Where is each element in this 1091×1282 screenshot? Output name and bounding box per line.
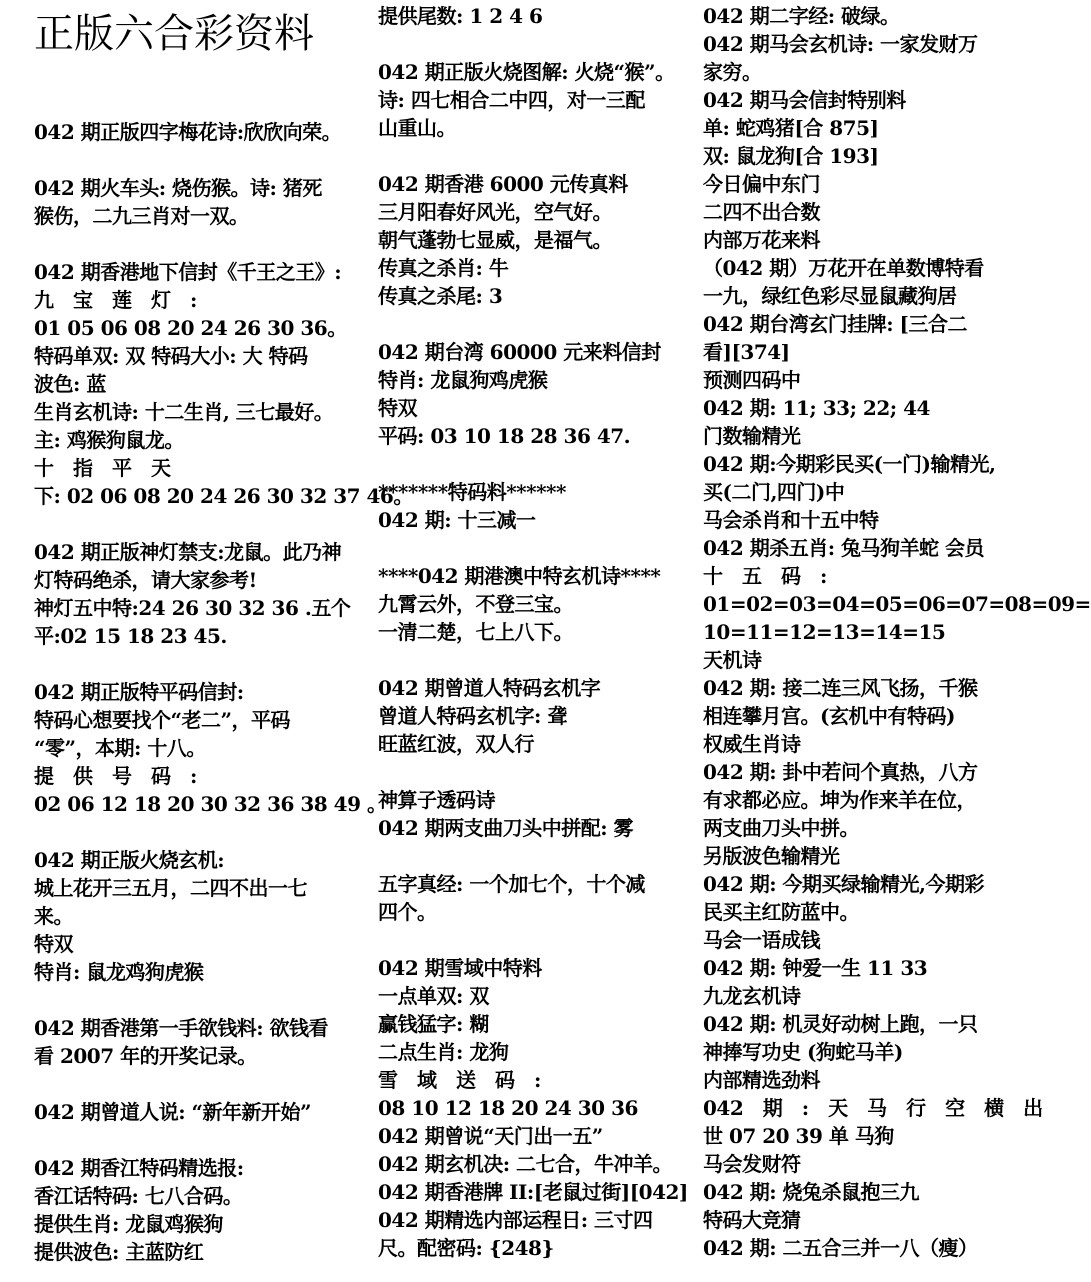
text-line: 权威生肖诗 bbox=[703, 732, 801, 756]
text-line: 02 06 12 18 20 30 32 36 38 49 。 bbox=[34, 792, 387, 816]
text-line: 042 期曾说“天门出一五” bbox=[378, 1124, 603, 1148]
text-line: 主: 鸡猴狗鼠龙。 bbox=[34, 428, 184, 452]
text-line bbox=[34, 146, 362, 174]
text-line: 门数输精光 bbox=[703, 424, 801, 448]
text-line: （042 期）万花开在单数博特看 bbox=[703, 256, 984, 280]
text-line: 特码心想要找个“老二”，平码 bbox=[34, 708, 291, 732]
text-line: 特双 bbox=[34, 932, 73, 956]
text-line: 042 期正版神灯禁支:龙鼠。此乃神 bbox=[34, 540, 342, 564]
text-line: 特双 bbox=[378, 396, 417, 420]
text-line: 042 期: 接二连三风飞扬，千猴 bbox=[703, 676, 978, 700]
text-line bbox=[378, 310, 690, 338]
text-line: 生肖玄机诗: 十二生肖, 三七最好。 bbox=[34, 400, 334, 424]
text-line: 曾道人特码玄机字: 聋 bbox=[378, 704, 567, 728]
text-line: 双: 鼠龙狗[合 193] bbox=[703, 144, 879, 168]
text-line: 马会杀肖和十五中特 bbox=[703, 508, 879, 532]
text-line: 042 期: 十三减一 bbox=[378, 508, 536, 532]
text-line: 看][374] bbox=[703, 340, 790, 364]
text-line: 平:02 15 18 23 45. bbox=[34, 624, 227, 648]
text-line: 五字真经: 一个加七个，十个减 bbox=[378, 872, 645, 896]
text-line: 传真之杀尾: 3 bbox=[378, 284, 503, 308]
text-line: 提供波色: 主蓝防红 bbox=[34, 1240, 204, 1264]
text-line bbox=[378, 646, 690, 674]
text-line: 波色: 蓝 bbox=[34, 372, 106, 396]
text-line: 042 期正版特平码信封: bbox=[34, 680, 244, 704]
text-line: 三月阳春好风光，空气好。 bbox=[378, 200, 612, 224]
text-line: 042 期台湾玄门挂牌: [三合二 bbox=[703, 312, 968, 336]
text-line: 天机诗 bbox=[703, 648, 762, 672]
text-line: 相连攀月宫。(玄机中有特码) bbox=[703, 704, 955, 728]
text-line: 一清二楚，七上八下。 bbox=[378, 620, 573, 644]
text-line: 042 期: 二五合三并一八（瘦） bbox=[703, 1236, 978, 1260]
text-line: 赢钱猛字: 糊 bbox=[378, 1012, 489, 1036]
text-line: 042 期正版四字梅花诗:欣欣向荣。 bbox=[34, 120, 342, 144]
text-line: 042 期: 烧兔杀鼠抱三九 bbox=[703, 1180, 920, 1204]
text-line: 042 期正版火烧图解: 火烧“猴”。 bbox=[378, 60, 675, 84]
text-line bbox=[378, 842, 690, 870]
text-line: ****042 期港澳中特玄机诗**** bbox=[378, 564, 661, 588]
text-line: 诗: 四七相合二中四，对一三配 bbox=[378, 88, 645, 112]
text-line: 042 期: 卦中若问个真热，八方 bbox=[703, 760, 978, 784]
text-line: 猴伤，二九三肖对一双。 bbox=[34, 204, 249, 228]
text-line: 神捧写功史 (狗蛇马羊) bbox=[703, 1040, 903, 1064]
text-line: 九霄云外，不登三宝。 bbox=[378, 592, 573, 616]
text-line: 042 期香江特码精选报: bbox=[34, 1156, 244, 1180]
text-line: 神算子透码诗 bbox=[378, 788, 495, 812]
text-line: 042 期玄机决: 二七合，牛冲羊。 bbox=[378, 1152, 673, 1176]
text-line: 十 五 码 : bbox=[703, 564, 827, 588]
text-line: 单: 蛇鸡猪[合 875] bbox=[703, 116, 879, 140]
text-line: 01=02=03=04=05=06=07=08=09= bbox=[703, 592, 1091, 616]
text-line: 家穷。 bbox=[703, 60, 762, 84]
text-line: 10=11=12=13=14=15 bbox=[703, 620, 946, 644]
text-line: 042 期 : 天 马 行 空 横 出 bbox=[703, 1096, 1043, 1120]
text-line: 九龙玄机诗 bbox=[703, 984, 801, 1008]
text-line: 内部精选劲料 bbox=[703, 1068, 820, 1092]
text-line: 来。 bbox=[34, 904, 73, 928]
text-line: 预测四码中 bbox=[703, 368, 801, 392]
text-line: 一点单双: 双 bbox=[378, 984, 489, 1008]
text-line bbox=[378, 758, 690, 786]
text-line: 042 期香港牌 II:[老鼠过街][042] bbox=[378, 1180, 688, 1204]
text-line: 灯特码绝杀，请大家参考! bbox=[34, 568, 257, 592]
text-line: 一九，绿红色彩尽显鼠藏狗居 bbox=[703, 284, 957, 308]
middle-column bbox=[378, 2, 690, 1262]
text-line: 马会一语成钱 bbox=[703, 928, 820, 952]
text-line: 看 2007 年的开奖记录。 bbox=[34, 1044, 257, 1068]
text-line bbox=[34, 986, 362, 1014]
text-line: 今日偏中东门 bbox=[703, 172, 820, 196]
text-line: “零”，本期: 十八。 bbox=[34, 736, 206, 760]
text-line: 世 07 20 39 单 马狗 bbox=[703, 1124, 894, 1148]
text-line: 042 期马会信封特别料 bbox=[703, 88, 906, 112]
text-line: 民买主红防蓝中。 bbox=[703, 900, 859, 924]
text-line: 城上花开三五月，二四不出一七 bbox=[34, 876, 307, 900]
text-line: 雪 域 送 码 : bbox=[378, 1068, 541, 1092]
text-line: 买(二门,四门)中 bbox=[703, 480, 845, 504]
text-line bbox=[34, 510, 362, 538]
text-line: 042 期:今期彩民买(一门)输精光, bbox=[703, 452, 996, 476]
text-line: 08 10 12 18 20 24 30 36 bbox=[378, 1096, 638, 1120]
text-line: 神灯五中特:24 26 30 32 36 .五个 bbox=[34, 596, 351, 620]
text-line: 042 期正版火烧玄机: bbox=[34, 848, 225, 872]
text-line: 042 期曾道人特码玄机字 bbox=[378, 676, 601, 700]
text-line: 传真之杀肖: 牛 bbox=[378, 256, 509, 280]
text-line: 九 宝 莲 灯 : bbox=[34, 288, 197, 312]
text-line: 042 期马会玄机诗: 一家发财万 bbox=[703, 32, 978, 56]
text-line bbox=[378, 142, 690, 170]
text-line: 山重山。 bbox=[378, 116, 456, 140]
page-title: 正版六合彩资料 bbox=[34, 11, 314, 57]
text-line: 另版波色输精光 bbox=[703, 844, 840, 868]
text-line: 旺蓝红波，双人行 bbox=[378, 732, 534, 756]
text-line: 042 期: 今期买绿输精光,今期彩 bbox=[703, 872, 985, 896]
text-line: 特码大竞猜 bbox=[703, 1208, 801, 1232]
right-column bbox=[703, 2, 1091, 1262]
text-line bbox=[34, 1126, 362, 1154]
text-line: 01 05 06 08 20 24 26 30 36。 bbox=[34, 316, 347, 340]
text-line: 042 期两支曲刀头中拼配: 雾 bbox=[378, 816, 634, 840]
text-line: 朝气蓬勃七显威，是福气。 bbox=[378, 228, 612, 252]
text-line: 提供生肖: 龙鼠鸡猴狗 bbox=[34, 1212, 223, 1236]
text-line: 042 期: 11; 33; 22; 44 bbox=[703, 396, 930, 420]
text-line: 马会发财符 bbox=[703, 1152, 801, 1176]
text-line: 042 期: 机灵好动树上跑，一只 bbox=[703, 1012, 978, 1036]
text-line bbox=[378, 534, 690, 562]
text-line bbox=[34, 1070, 362, 1098]
text-line: 042 期香港地下信封《千王之王》: bbox=[34, 260, 342, 284]
text-line: 二四不出合数 bbox=[703, 200, 820, 224]
text-line: 十 指 平 天 bbox=[34, 456, 171, 480]
text-line: 042 期杀五肖: 兔马狗羊蛇 会员 bbox=[703, 536, 985, 560]
text-line: 042 期精选内部运程日: 三寸四 bbox=[378, 1208, 653, 1232]
text-line bbox=[378, 450, 690, 478]
text-line: 042 期香港第一手欲钱料: 欲钱看 bbox=[34, 1016, 329, 1040]
text-line bbox=[34, 650, 362, 678]
text-line: 有求都必应。坤为作来羊在位， bbox=[703, 788, 976, 812]
text-line: 042 期曾道人说: “新年新开始” bbox=[34, 1100, 312, 1124]
text-line: 提供尾数: 1 2 4 6 bbox=[378, 4, 543, 28]
text-line bbox=[378, 30, 690, 58]
text-line bbox=[34, 818, 362, 846]
text-line: 四个。 bbox=[378, 900, 437, 924]
text-line: 尺。配密码: {248} bbox=[378, 1236, 554, 1260]
text-line bbox=[378, 926, 690, 954]
text-line: 042 期火车头: 烧伤猴。诗: 猪死 bbox=[34, 176, 322, 200]
text-line: 二点生肖: 龙狗 bbox=[378, 1040, 509, 1064]
text-line: 两支曲刀头中拼。 bbox=[703, 816, 859, 840]
text-line: 香江话特码: 七八合码。 bbox=[34, 1184, 243, 1208]
text-line: *******特码料****** bbox=[378, 480, 566, 504]
text-line: 042 期香港 6000 元传真料 bbox=[378, 172, 628, 196]
text-line: 042 期: 钟爱一生 11 33 bbox=[703, 956, 928, 980]
text-line: 提 供 号 码 : bbox=[34, 764, 197, 788]
text-line: 特码单双: 双 特码大小: 大 特码 bbox=[34, 344, 308, 368]
text-line bbox=[34, 230, 362, 258]
text-line: 平码: 03 10 18 28 36 47. bbox=[378, 424, 631, 448]
text-line: 042 期台湾 60000 元来料信封 bbox=[378, 340, 661, 364]
text-line: 下: 02 06 08 20 24 26 30 32 37 46。 bbox=[34, 484, 413, 508]
text-line: 042 期二字经: 破绿。 bbox=[703, 4, 900, 28]
text-line: 042 期雪域中特料 bbox=[378, 956, 542, 980]
text-line: 特肖: 鼠龙鸡狗虎猴 bbox=[34, 960, 204, 984]
text-line: 特肖: 龙鼠狗鸡虎猴 bbox=[378, 368, 548, 392]
text-line: 内部万花来料 bbox=[703, 228, 820, 252]
